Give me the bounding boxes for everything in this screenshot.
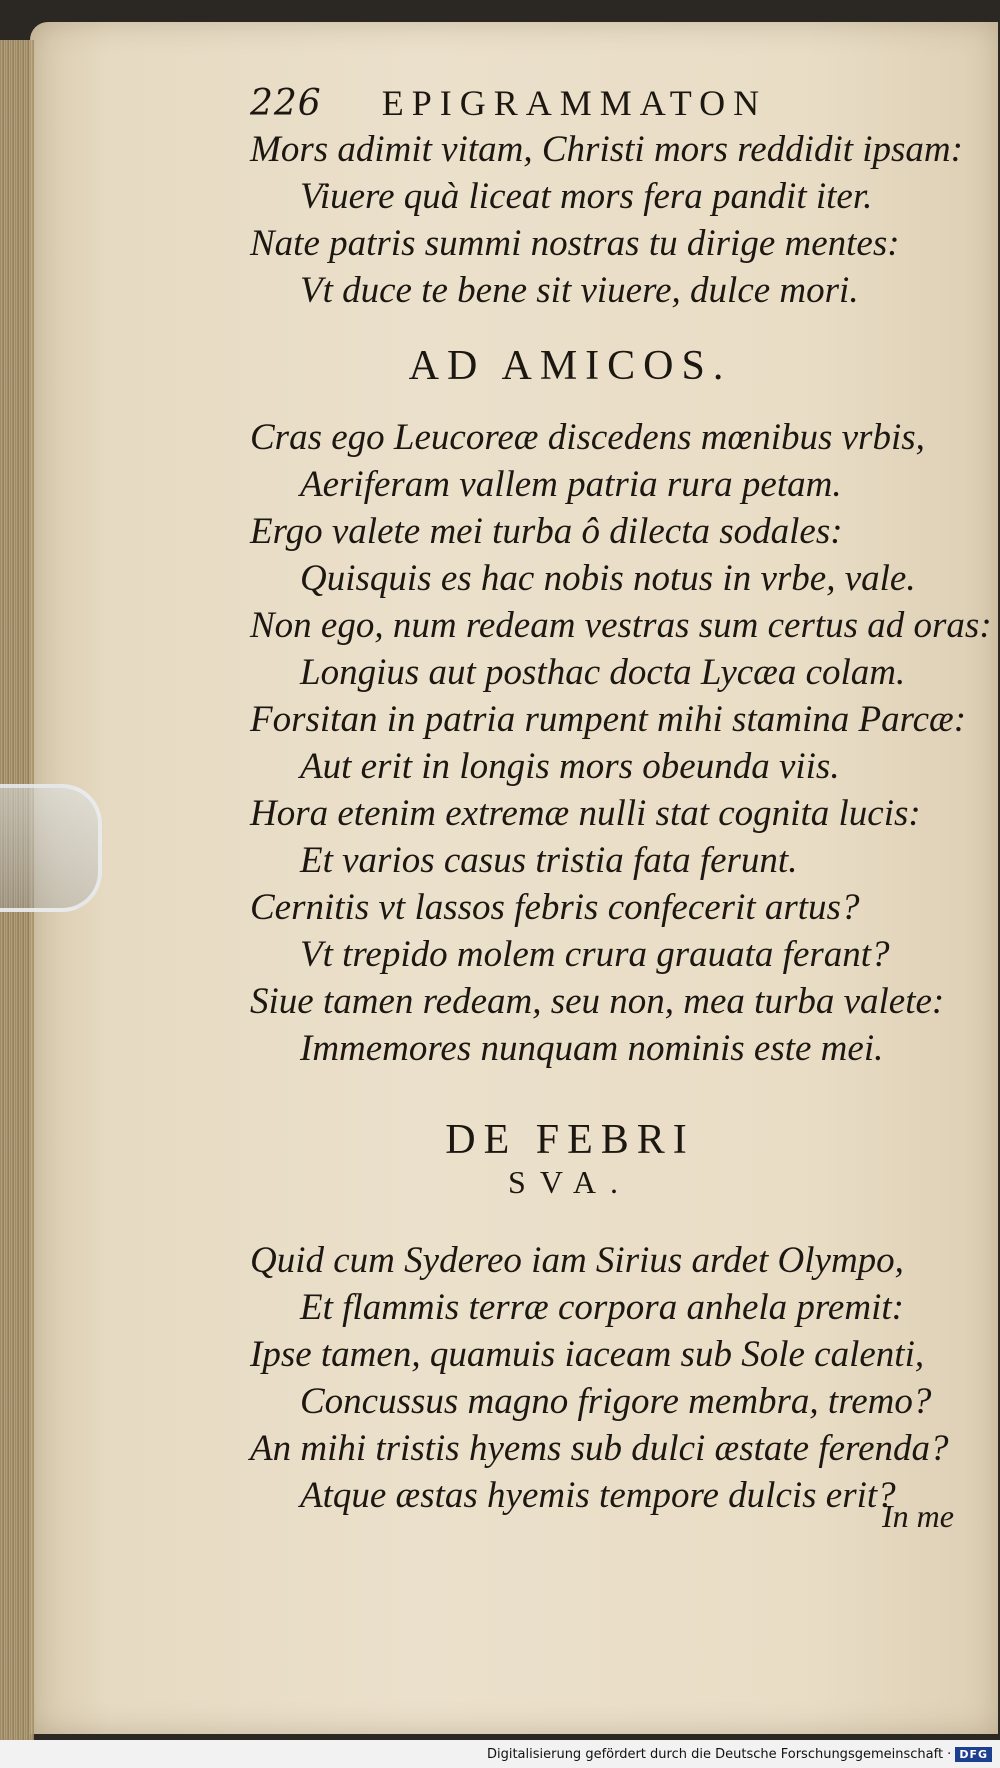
verse-line: Forsitan in patria rumpent mihi stamina Parcæ: — [250, 699, 967, 740]
verse-line: Siue tamen redeam, seu non, mea turba valete: — [250, 981, 945, 1022]
verse-line: Ergo valete mei turba ô dilecta sodales: — [250, 511, 843, 552]
verse-line: Quisquis es hac nobis notus in vrbe, vale. — [300, 558, 916, 599]
running-title: EPIGRAMMATON — [381, 83, 768, 123]
verse-line: Et flammis terræ corpora anhela premit: — [300, 1287, 904, 1328]
verse-line: Vt trepido molem crura grauata ferant? — [300, 934, 890, 975]
verse-line: Aeriferam vallem patria rura petam. — [300, 464, 842, 505]
poem-1 — [250, 126, 990, 314]
poem-2 — [250, 414, 990, 1072]
poem-title: AD AMICOS. — [408, 343, 732, 389]
dfg-logo: DFG — [955, 1747, 992, 1762]
page-text — [250, 82, 990, 1519]
verse-line: Cernitis vt lassos febris confecerit artus? — [250, 887, 860, 928]
footer-credit: Digitalisierung gefördert durch die Deutsche Forschungsgemeinschaft · — [486, 1746, 952, 1762]
poem-subtitle: SVA. — [508, 1164, 632, 1200]
digitization-footer — [0, 1740, 1000, 1768]
verse-line: Longius aut posthac docta Lycæa colam. — [300, 652, 906, 693]
verse-line: Mors adimit vitam, Christi mors reddidit ipsam: — [250, 129, 963, 170]
verse-line: Nate patris summi nostras tu dirige mentes: — [250, 223, 900, 264]
verse-line: Immemores nunquam nominis este mei. — [300, 1028, 884, 1069]
poem-3 — [250, 1237, 990, 1519]
page-header — [250, 82, 990, 124]
page-number: 226 — [250, 83, 322, 124]
catchword: In me — [882, 1498, 954, 1534]
verse-line: Viuere quà liceat mors fera pandit iter. — [300, 176, 873, 217]
verse-line: Non ego, num redeam vestras sum certus ad oras: — [250, 605, 992, 646]
verse-line: Quid cum Sydereo iam Sirius ardet Olympo, — [250, 1240, 904, 1281]
verse-line: Concussus magno frigore membra, tremo? — [300, 1381, 932, 1422]
verse-line: An mihi tristis hyems sub dulci æstate ferenda? — [250, 1428, 949, 1469]
verse-line: Et varios casus tristia fata ferunt. — [300, 840, 798, 881]
verse-line: Aut erit in longis mors obeunda viis. — [300, 746, 840, 787]
page-clip — [0, 784, 102, 912]
verse-line: Vt duce te bene sit viuere, dulce mori. — [300, 270, 859, 311]
poem-title: DE FEBRI — [445, 1117, 695, 1163]
verse-line: Hora etenim extremæ nulli stat cognita lucis: — [250, 793, 921, 834]
verse-line: Atque æstas hyemis tempore dulcis erit? — [300, 1475, 896, 1516]
verse-line: Cras ego Leucoreæ discedens mœnibus vrbis, — [250, 417, 925, 458]
verse-line: Ipse tamen, quamuis iaceam sub Sole calenti, — [250, 1334, 925, 1375]
